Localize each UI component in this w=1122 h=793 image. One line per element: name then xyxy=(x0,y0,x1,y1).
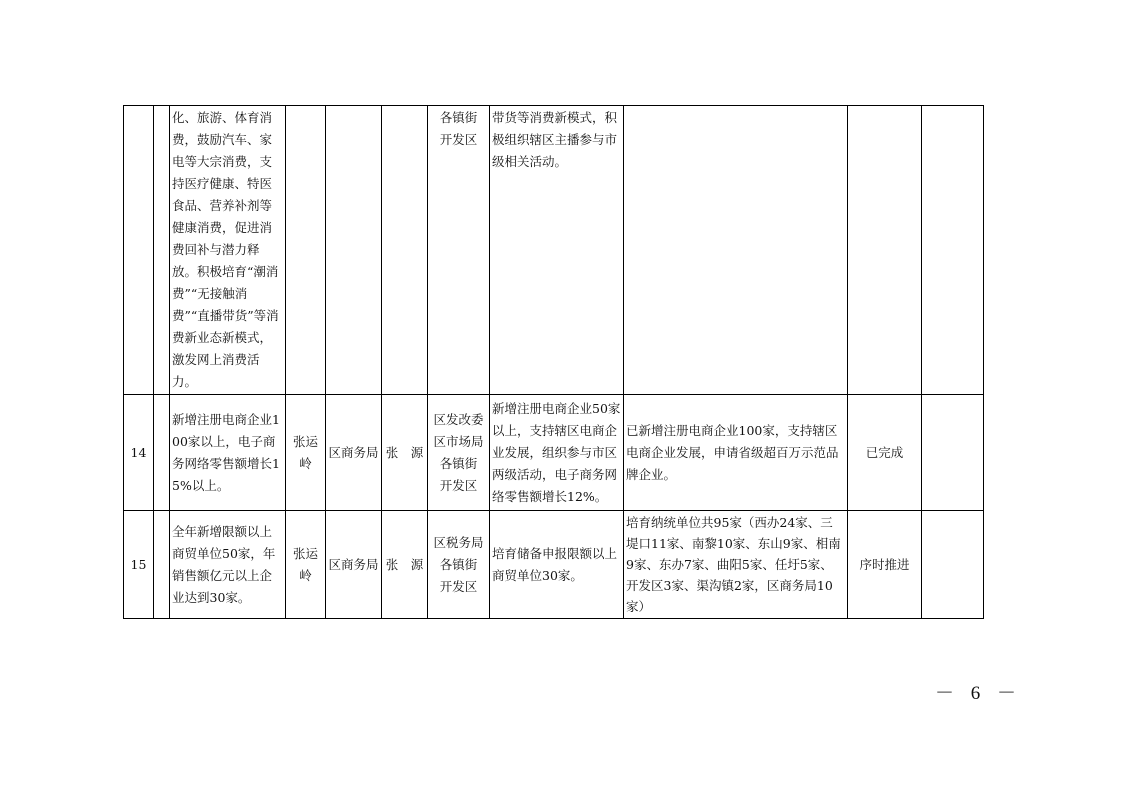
remarks xyxy=(922,511,984,619)
lead-department: 区商务局 xyxy=(326,395,382,511)
blank-column xyxy=(154,511,170,619)
responsible-leader: 张运岭 xyxy=(286,395,326,511)
responsible-person xyxy=(382,106,428,395)
progress-description: 已新增注册电商企业100家，支持辖区电商企业发展，申请省级超百万示范品牌企业。 xyxy=(624,395,848,511)
work-measures: 新增注册电商企业50家以上，支持辖区电商企业发展，组织参与市区两级活动，电子商务网络零售额增长12%。 xyxy=(490,395,624,511)
responsible-person: 张 源 xyxy=(382,395,428,511)
page-number: － 6 － xyxy=(935,683,1023,704)
task-content: 新增注册电商企业100家以上，电子商务网络零售额增长15%以上。 xyxy=(170,395,286,511)
remarks xyxy=(922,106,984,395)
row-number xyxy=(124,106,154,395)
responsible-leader xyxy=(286,106,326,395)
responsible-person: 张 源 xyxy=(382,511,428,619)
progress-description xyxy=(624,106,848,395)
completion-status: 已完成 xyxy=(848,395,922,511)
cooperating-units: 区发改委 区市场局 各镇街 开发区 xyxy=(428,395,490,511)
lead-department xyxy=(326,106,382,395)
cooperating-units: 各镇街 开发区 xyxy=(428,106,490,395)
cooperating-units: 区税务局 各镇街 开发区 xyxy=(428,511,490,619)
remarks xyxy=(922,395,984,511)
work-measures: 带货等消费新模式，积极组织辖区主播参与市级相关活动。 xyxy=(490,106,624,395)
table-row xyxy=(124,395,984,511)
progress-description: 培育纳统单位共95家（西办24家、三堤口11家、南黎10家、东山9家、相南9家、东办7家、曲阳5家、任圩5家、开发区3家、渠沟镇2家，区商务局10家） xyxy=(624,511,848,619)
completion-status: 序时推进 xyxy=(848,511,922,619)
completion-status xyxy=(848,106,922,395)
responsible-leader: 张运岭 xyxy=(286,511,326,619)
lead-department: 区商务局 xyxy=(326,511,382,619)
row-number: 14 xyxy=(124,395,154,511)
table-row xyxy=(124,511,984,619)
work-measures: 培育储备申报限额以上商贸单位30家。 xyxy=(490,511,624,619)
task-content: 全年新增限额以上商贸单位50家，年销售额亿元以上企业达到30家。 xyxy=(170,511,286,619)
blank-column xyxy=(154,395,170,511)
task-content: 化、旅游、体育消费，鼓励汽车、家电等大宗消费，支持医疗健康、特医食品、营养补剂等健康消费，促进消费回补与潜力释放。积极培育“潮消费”“无接触消费”“直播带货”等消费新业态新模式，激发网上消费活力。 xyxy=(170,106,286,395)
row-number: 15 xyxy=(124,511,154,619)
blank-column xyxy=(154,106,170,395)
table-row xyxy=(124,106,984,395)
work-progress-table xyxy=(123,105,984,619)
